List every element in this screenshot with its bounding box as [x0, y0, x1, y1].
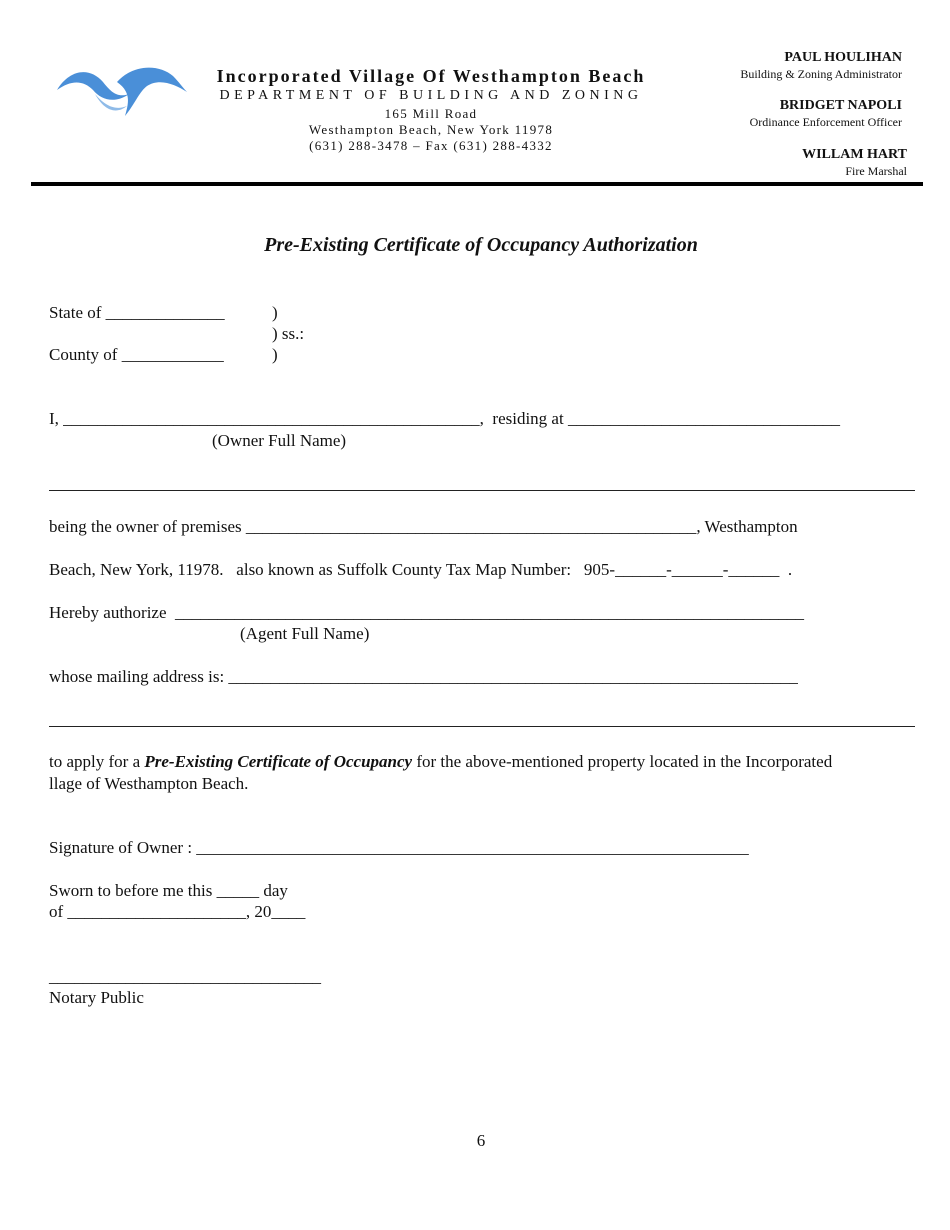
tax-map-number-field[interactable]: Beach, New York, 11978. also known as Suffolk County Tax Map Number: 905-______-______-______ . — [49, 560, 793, 579]
organization-name: Incorporated Village Of Westhampton Beach — [216, 66, 646, 86]
mailing-address-field[interactable]: whose mailing address is: ___________________________________________________________________ — [49, 667, 798, 686]
purpose-suffix: for the above-mentioned property located in the Incorporated — [412, 752, 833, 771]
sworn-day-field[interactable]: Sworn to before me this _____ day — [49, 881, 288, 900]
premises-field[interactable]: being the owner of premises _____________________________________________________, Westhampton — [49, 517, 798, 536]
page-number: 6 — [476, 1131, 486, 1150]
notary-signature-line[interactable]: ________________________________ — [49, 967, 321, 986]
sworn-month-year-field[interactable]: of _____________________, 20____ — [49, 902, 306, 921]
header-divider — [31, 182, 923, 186]
county-of-field[interactable]: County of ____________ — [49, 345, 224, 364]
staff-title: Fire Marshal — [845, 164, 907, 178]
owner-signature-field[interactable]: Signature of Owner : _________________________________________________________________ — [49, 838, 749, 857]
county-paren: ) — [272, 345, 278, 364]
staff-name: BRIDGET NAPOLI — [779, 98, 902, 113]
ss-label: ) ss.: — [272, 324, 305, 343]
address-line-1: 165 Mill Road — [384, 106, 478, 121]
notary-public-label: Notary Public — [49, 988, 144, 1007]
agent-name-field[interactable]: Hereby authorize __________________________________________________________________________ — [49, 603, 805, 622]
purpose-statement — [49, 752, 832, 772]
agent-name-caption: (Agent Full Name) — [240, 624, 370, 643]
purpose-prefix: to apply for a — [49, 752, 145, 771]
mailing-address-continuation-line[interactable] — [49, 726, 915, 727]
residence-continuation-line[interactable] — [49, 490, 915, 491]
staff-name: WILLAM HART — [802, 147, 907, 162]
state-of-field[interactable]: State of ______________ — [49, 303, 225, 322]
certificate-name: Pre-Existing Certificate of Occupancy — [144, 752, 413, 771]
staff-title: Ordinance Enforcement Officer — [749, 115, 902, 129]
phone-fax-line: (631) 288-3478 – Fax (631) 288-4332 — [309, 138, 553, 153]
address-line-2: Westhampton Beach, New York 11978 — [308, 122, 554, 137]
owner-name-residence-field[interactable]: I, _________________________________________________, residing at ________________________________ — [49, 409, 840, 428]
department-name: DEPARTMENT OF BUILDING AND ZONING — [219, 88, 643, 103]
staff-name: PAUL HOULIHAN — [784, 50, 902, 65]
purpose-statement-line-2: llage of Westhampton Beach. — [49, 774, 249, 793]
staff-title: Building & Zoning Administrator — [740, 67, 902, 81]
owner-name-caption: (Owner Full Name) — [212, 431, 347, 450]
state-paren: ) — [272, 303, 278, 322]
form-title: Pre-Existing Certificate of Occupancy Authorization — [264, 234, 698, 256]
